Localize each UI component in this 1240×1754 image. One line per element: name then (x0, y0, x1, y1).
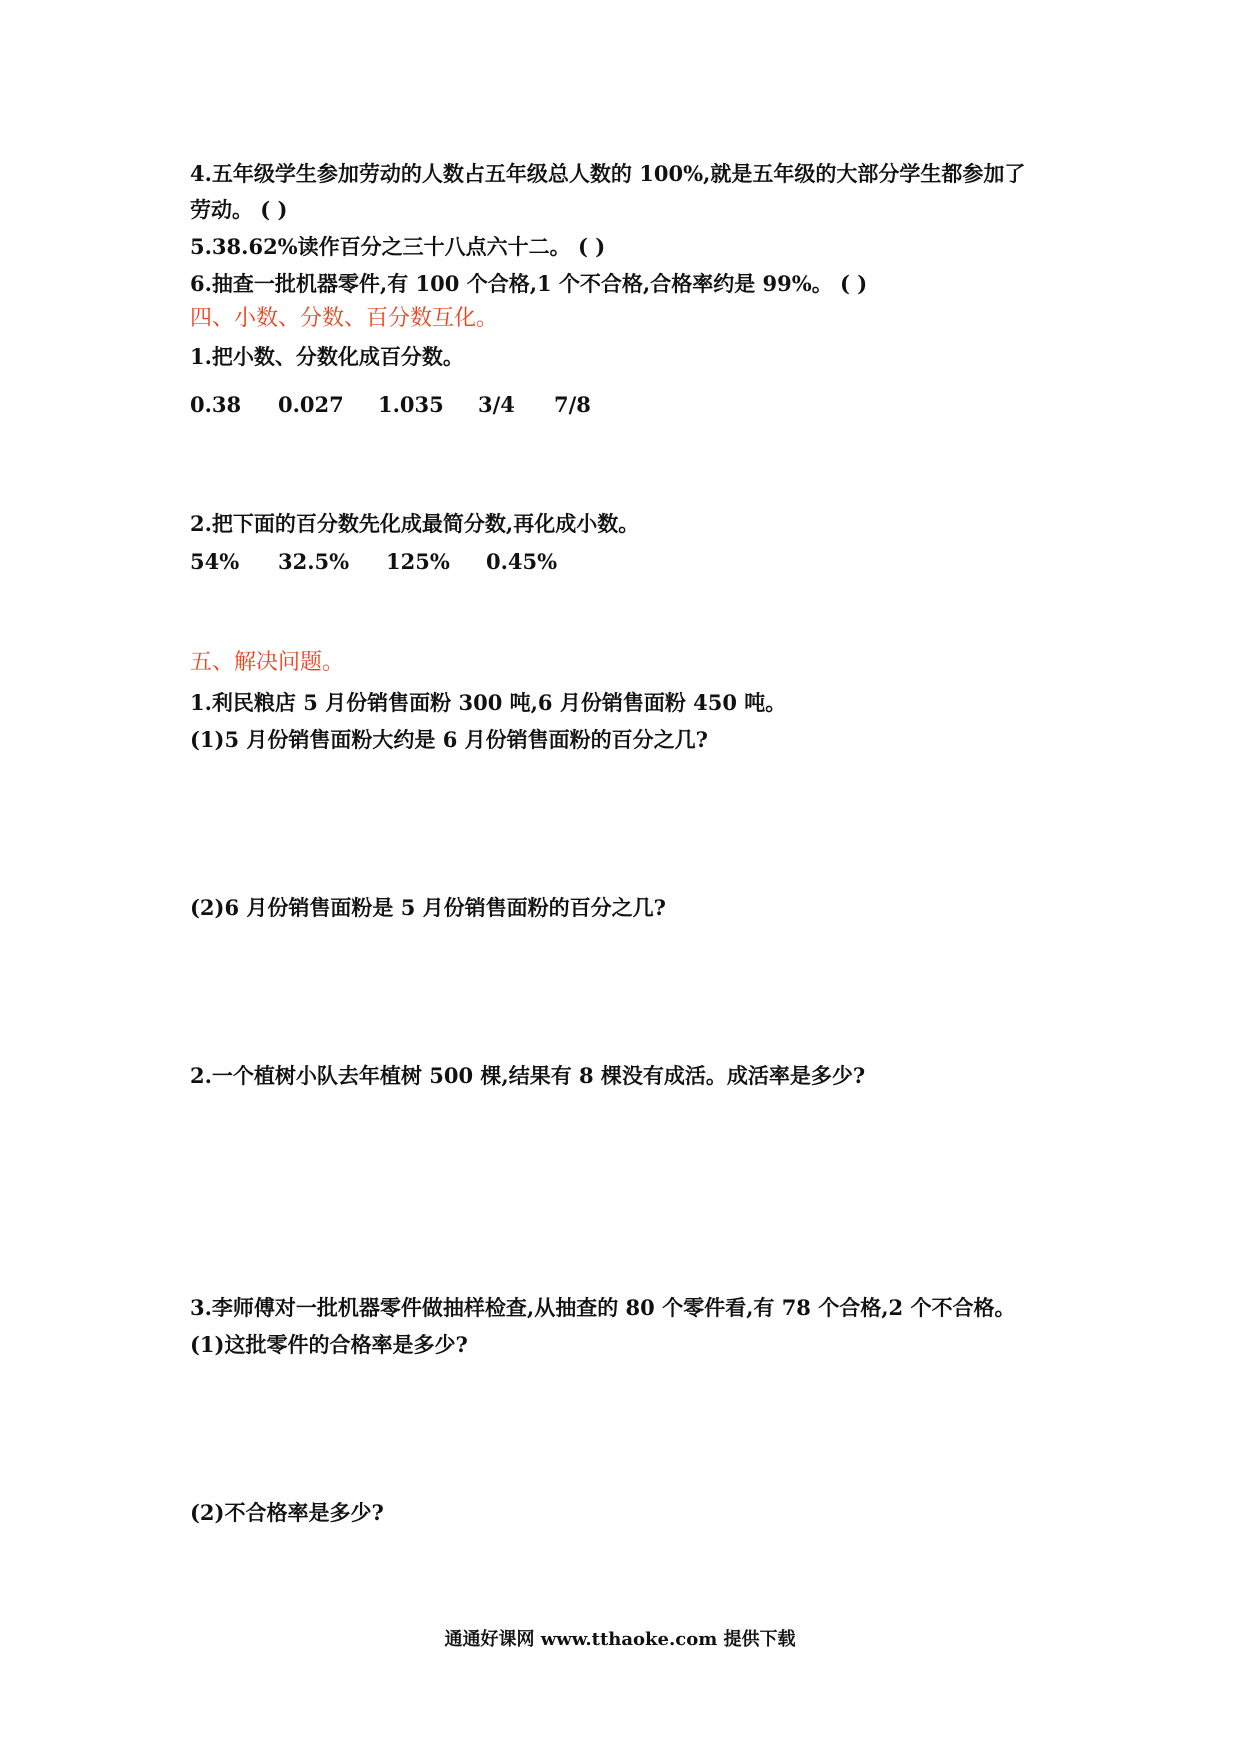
question-4-line-1: 4.五年级学生参加劳动的人数占五年级总人数的 100%,就是五年级的大部分学生都参加了 (190, 161, 1026, 186)
question-6: 6.抽查一批机器零件,有 100 个合格,1 个不合格,合格率约是 99%。 ( ) (190, 271, 868, 296)
problem-3-part-2: (2)不合格率是多少? (190, 1500, 384, 1525)
section-5-heading: 五、解决问题。 (190, 650, 345, 675)
question-4-line-2: 劳动。 ( ) (190, 197, 288, 222)
list-item: 7/8 (554, 392, 591, 417)
list-item: 3/4 (478, 392, 515, 417)
problem-3-part-1: (1)这批零件的合格率是多少? (190, 1332, 468, 1357)
section-4-heading: 四、小数、分数、百分数互化。 (190, 306, 499, 331)
list-item: 32.5% (278, 549, 350, 574)
percent-list (190, 551, 557, 572)
problem-1-part-2: (2)6 月份销售面粉是 5 月份销售面粉的百分之几? (190, 895, 666, 920)
problem-2: 2.一个植树小队去年植树 500 棵,结果有 8 棵没有成活。成活率是多少? (190, 1063, 866, 1088)
list-item: 125% (386, 549, 450, 574)
problem-1: 1.利民粮店 5 月份销售面粉 300 吨,6 月份销售面粉 450 吨。 (190, 690, 787, 715)
section-4-question-1: 1.把小数、分数化成百分数。 (190, 344, 464, 369)
list-item: 0.45% (486, 549, 558, 574)
list-item: 0.027 (278, 392, 344, 417)
list-item: 1.035 (378, 392, 444, 417)
problem-3: 3.李师傅对一批机器零件做抽样检查,从抽查的 80 个零件看,有 78 个合格,2 个不合格。 (190, 1295, 1016, 1320)
problem-1-part-1: (1)5 月份销售面粉大约是 6 月份销售面粉的百分之几? (190, 727, 708, 752)
list-item: 54% (190, 549, 240, 574)
decimal-fraction-list (190, 394, 591, 415)
question-5: 5.38.62%读作百分之三十八点六十二。 ( ) (190, 234, 606, 259)
section-4-question-2: 2.把下面的百分数先化成最简分数,再化成小数。 (190, 511, 640, 536)
list-item: 0.38 (190, 392, 242, 417)
footer-source: 通通好课网 www.tthaoke.com 提供下载 (444, 1629, 796, 1650)
